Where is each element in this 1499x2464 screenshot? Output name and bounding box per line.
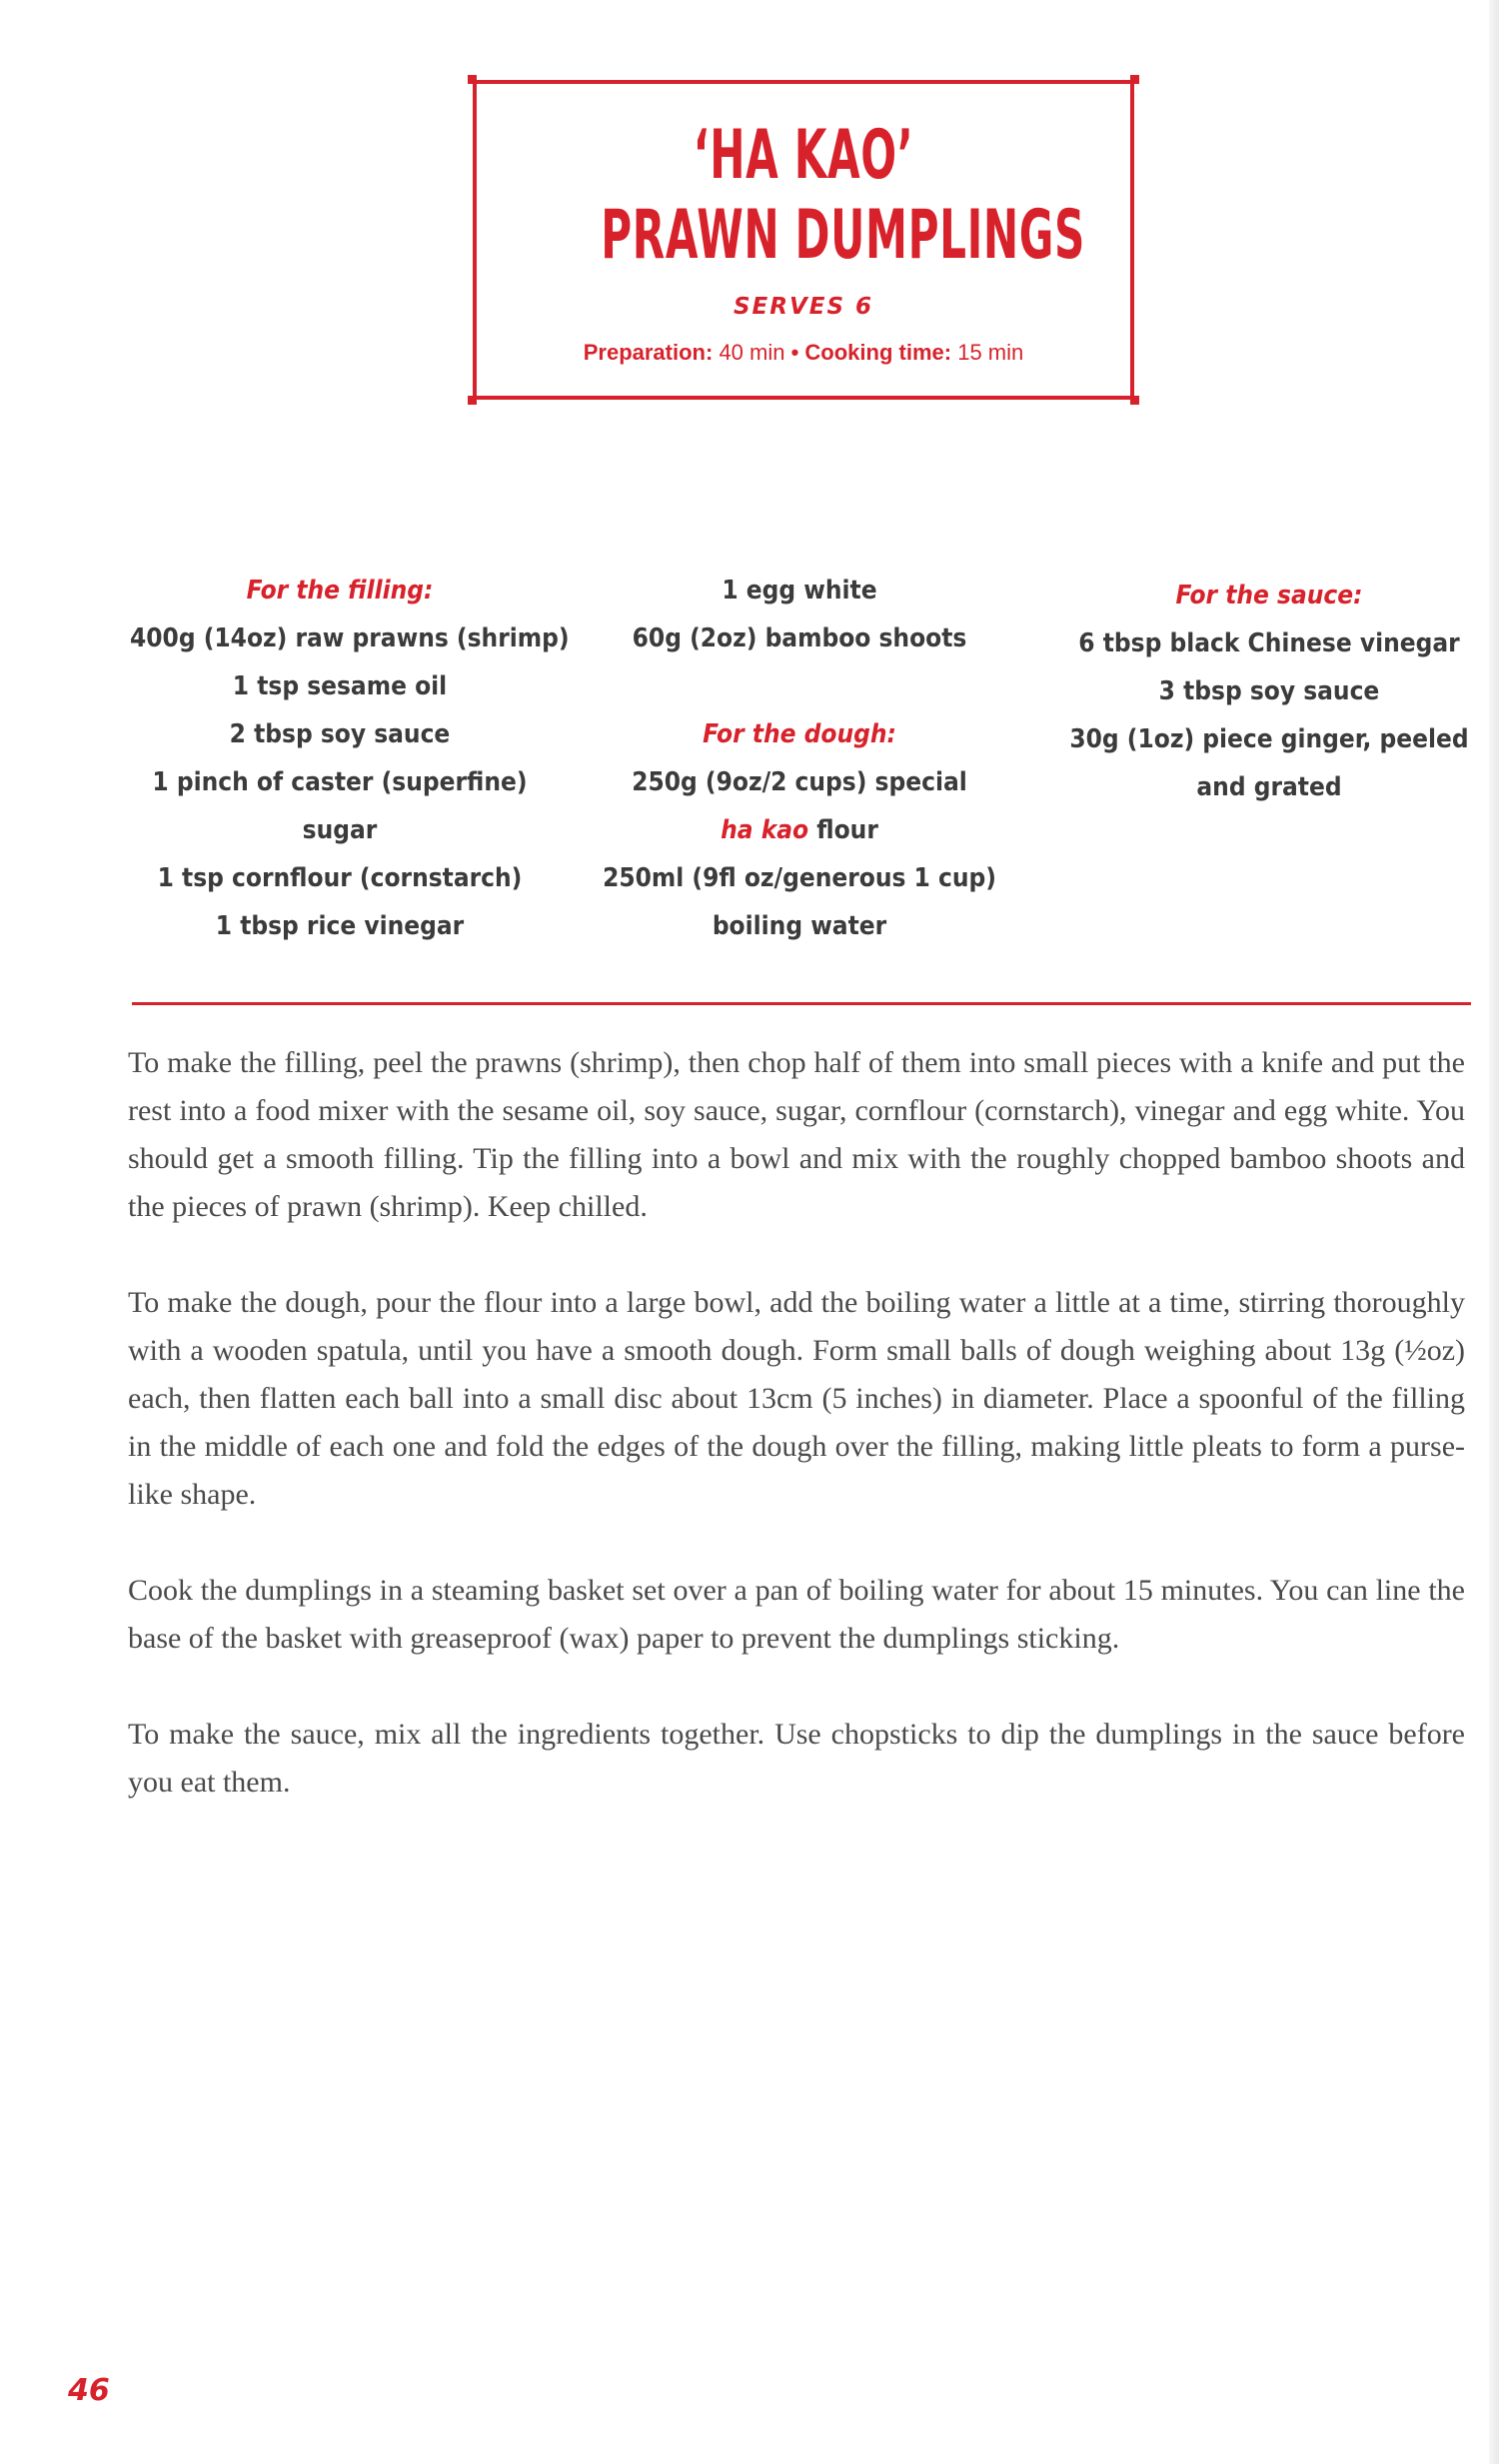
frame-corner [1130,396,1139,405]
section-divider [132,1002,1471,1005]
ingredient-line: 2 tbsp soy sauce [229,719,451,749]
frame-corner [468,396,477,405]
ingredient-line [600,806,999,854]
ingredient-line: boiling water [712,911,887,941]
ingredient-line: 6 tbsp black Chinese vinegar [1078,628,1460,658]
prep-value: 40 min [719,340,785,365]
method-paragraph: Cook the dumplings in a steaming basket set over a pan of boiling water for about 15 minutes. You can line the base of the basket with greaseproof (wax) paper to prevent the dumplings sticking. [128,1574,1465,1655]
ingredient-line: 1 tsp cornflour (cornstarch) [157,863,523,893]
ingredient-italic: ha kao [721,815,809,845]
method-paragraph: To make the sauce, mix all the ingredients together. Use chopsticks to dip the dumplings in the sauce before you eat them. [128,1718,1465,1799]
page-edge [1489,0,1499,2464]
spacer [600,662,999,710]
ingredient-line: 400g (14oz) raw prawns (shrimp) [130,623,570,653]
ingredient-line: 3 tbsp soy sauce [1158,676,1380,706]
ingredient-line: sugar [302,815,378,845]
frame-corner [1130,75,1139,84]
ingredients-dough [600,567,999,950]
dough-heading: For the dough: [703,719,896,749]
timing-info [477,340,1130,366]
ingredient-line: 250g (9oz/2 cups) special [632,767,967,797]
filling-heading: For the filling: [246,576,434,606]
ingredient-line: 250ml (9fl oz/generous 1 cup) [603,863,996,893]
serves-label: SERVES 6 [733,294,874,320]
page-number: 46 [68,2373,110,2408]
ingredients-filling [130,567,570,950]
frame-corner [468,75,477,84]
cook-label: Cooking time: [804,340,952,365]
ingredient-line: 30g (1oz) piece ginger, peeled [1069,724,1469,754]
title-frame [473,80,1134,400]
method-paragraph: To make the filling, peel the prawns (shrimp), then chop half of them into small pieces with a knife and put the rest into a food mixer with the sesame oil, soy sauce, sugar, cornflour (cornstarch), vinegar and egg white. You should get a smooth filling. Tip the filling into a bowl and mix with the roughly chopped bamboo shoots and the pieces of prawn (shrimp). Keep chilled. [128,1046,1465,1223]
recipe-title-line2: PRAWN DUMPLINGS [601,196,1086,275]
recipe-title-line1: ‘HA KAO’ [693,116,914,195]
ingredient-line: 1 tsp sesame oil [232,671,448,701]
ingredient-line: and grated [1196,772,1342,802]
sauce-heading: For the sauce: [1175,581,1363,611]
ingredient-line: 1 pinch of caster (superfine) [152,767,528,797]
ingredient-text: flour [816,815,878,845]
ingredient-line: 1 tbsp rice vinegar [215,911,465,941]
cook-value: 15 min [957,340,1024,365]
prep-label: Preparation: [583,340,714,365]
ingredient-line: 1 egg white [722,576,877,606]
ingredients-sauce [1059,572,1479,811]
method-paragraph: To make the dough, pour the flour into a large bowl, add the boiling water a little at a time, stirring thoroughly with a wooden spatula, until you have a smooth dough. Form small balls of dough weighing about 13g (½oz) each, then flatten each ball into a small disc about 13cm (5 inches) in diameter. Place a spoonful of the filling in the middle of each one and fold the edges of the dough over the filling, making little pleats to form a purse-like shape. [128,1286,1465,1511]
ingredient-line: 60g (2oz) bamboo shoots [632,623,967,653]
separator: • [784,340,805,365]
